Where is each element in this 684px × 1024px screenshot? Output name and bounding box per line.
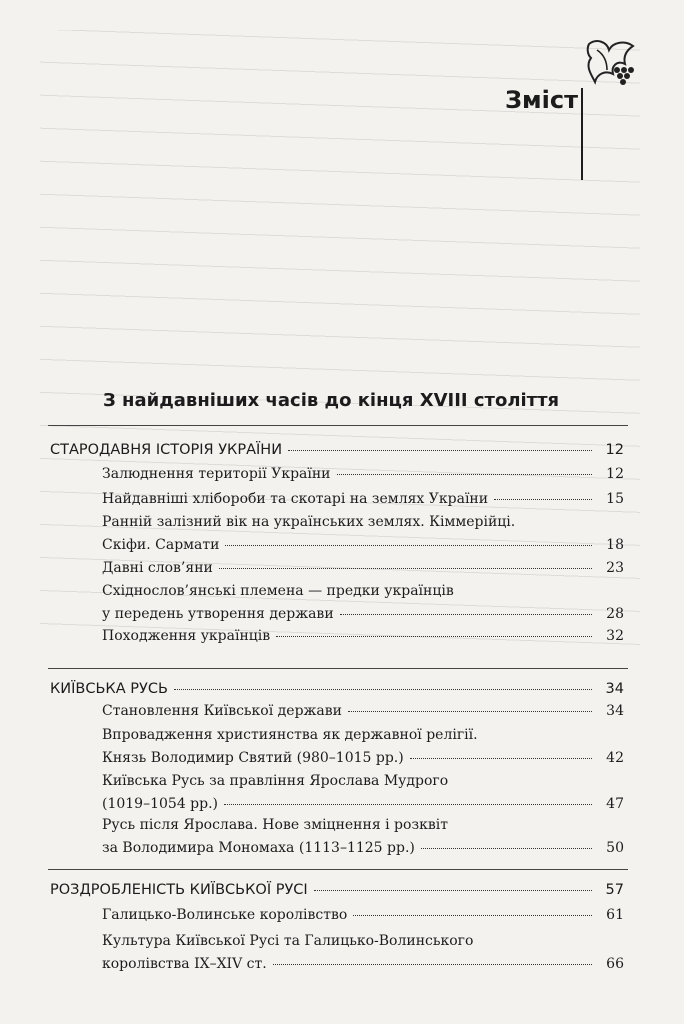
toc-item[interactable]: Впровадження християнства як державної релігії. Князь Володимир Святий (980–1015 рр.) 42 [102, 727, 624, 766]
toc-item[interactable]: Становлення Київської держави 34 [102, 703, 624, 719]
toc-item[interactable]: Походження українців 32 [102, 628, 624, 644]
toc-section[interactable]: СТАРОДАВНЯ ІСТОРІЯ УКРАЇНИ 12 [50, 442, 624, 458]
toc-section[interactable]: РОЗДРОБЛЕНІСТЬ КИЇВСЬКОЇ РУСІ 57 [50, 882, 624, 898]
section-subtitle: З найдавніших часів до кінця XVIII століття [103, 390, 560, 411]
toc-item[interactable]: Найдавніші хлібороби та скотарі на землях України 15 [102, 491, 624, 507]
grape-leaf-logo-icon [583, 36, 641, 92]
toc-section[interactable]: КИЇВСЬКА РУСЬ 34 [50, 681, 624, 697]
toc-item[interactable]: Культура Київської Русі та Галицько-Волинського королівства IX–XIV ст. 66 [102, 933, 624, 972]
toc-item[interactable]: Галицько-Волинське королівство 61 [102, 907, 624, 923]
top-rule [48, 425, 628, 426]
divider-rule [48, 869, 628, 870]
toc-item[interactable]: Залюднення території України 12 [102, 466, 624, 482]
toc-item[interactable]: Русь після Ярослава. Нове зміцнення і розквіт за Володимира Мономаха (1113–1125 рр.) 50 [102, 817, 624, 856]
show-through-texture [40, 30, 640, 650]
toc-item[interactable]: Східнослов’янські племена — предки українців у передень утворення держави 28 [102, 583, 624, 622]
page-title: Зміст [505, 86, 579, 114]
header-divider [581, 88, 583, 180]
toc-item[interactable]: Давні слов’яни 23 [102, 560, 624, 576]
toc-item[interactable]: Київська Русь за правління Ярослава Мудрого (1019–1054 рр.) 47 [102, 773, 624, 812]
divider-rule [48, 668, 628, 669]
toc-item[interactable]: Ранній залізний вік на українських землях. Кіммерійці. Скіфи. Сармати 18 [102, 514, 624, 553]
